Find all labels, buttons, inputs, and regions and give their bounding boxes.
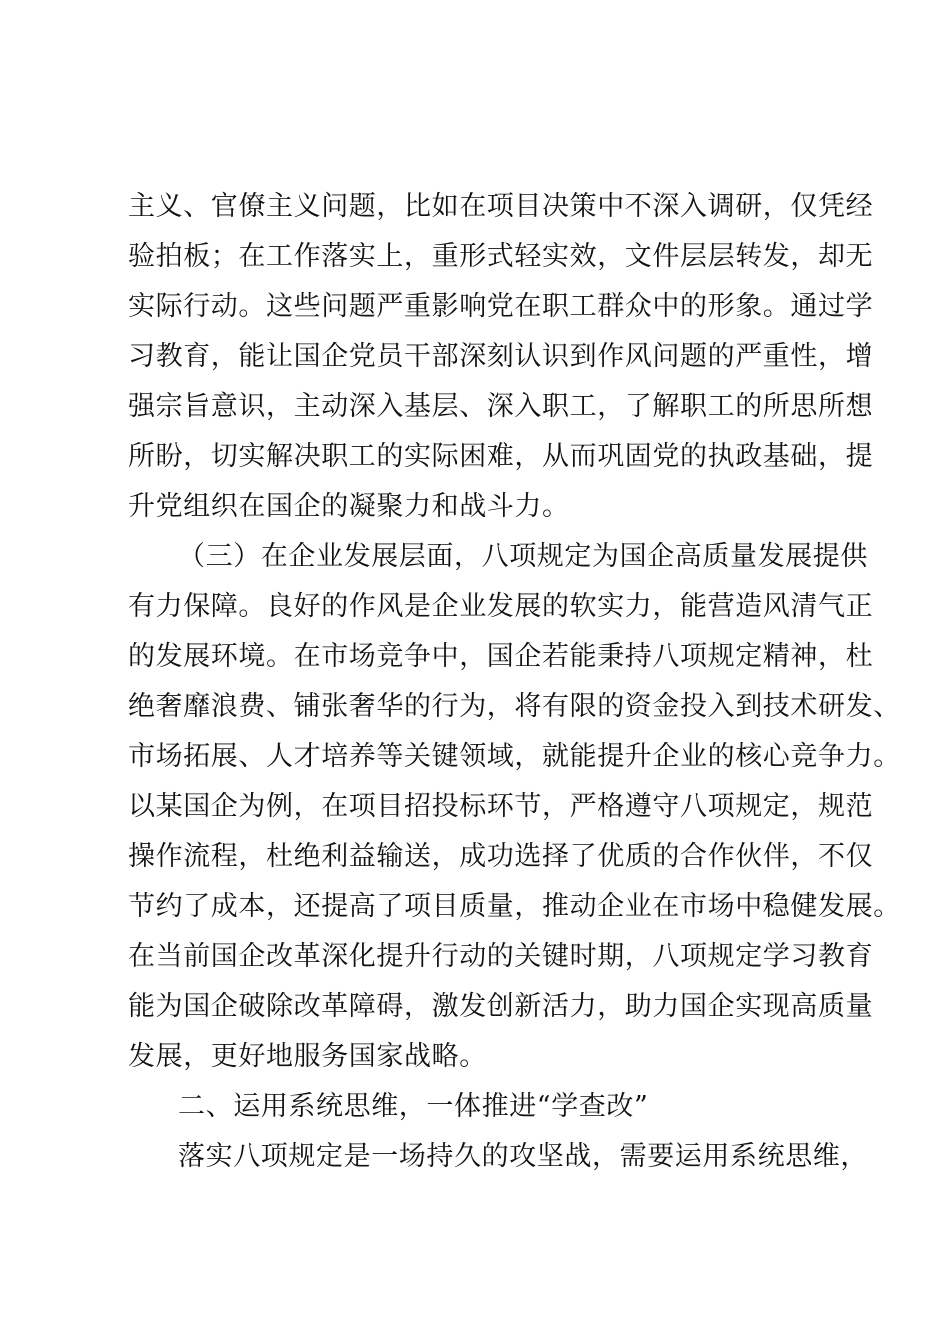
paragraph-line: 以某国企为例，在项目招投标环节，严格遵守八项规定，规范: [128, 791, 874, 822]
document-body: [128, 182, 901, 1182]
paragraph-line: 市场拓展、人才培养等关键领域，就能提升企业的核心竞争力。: [128, 741, 901, 772]
paragraph-line: 操作流程，杜绝利益输送，成功选择了优质的合作伙伴，不仅: [128, 841, 874, 872]
paragraph-line: 绝奢靡浪费、铺张奢华的行为，将有限的资金投入到技术研发、: [128, 691, 901, 722]
paragraph-line: 实际行动。这些问题严重影响党在职工群众中的形象。通过学: [128, 291, 874, 322]
paragraph-line: 升党组织在国企的凝聚力和战斗力。: [128, 491, 570, 522]
paragraph-line: 能为国企破除改革障碍，激发创新活力，助力国企实现高质量: [128, 991, 874, 1022]
paragraph-line: 发展，更好地服务国家战略。: [128, 1041, 487, 1072]
paragraph-line: 的发展环境。在市场竞争中，国企若能秉持八项规定精神，杜: [128, 641, 874, 672]
paragraph-line: 所盼，切实解决职工的实际困难，从而巩固党的执政基础，提: [128, 441, 874, 472]
paragraph-line: 验拍板；在工作落实上，重形式轻实效，文件层层转发，却无: [128, 241, 874, 272]
paragraph-line: 强宗旨意识，主动深入基层、深入职工，了解职工的所思所想: [128, 391, 874, 422]
paragraph-line: 有力保障。良好的作风是企业发展的软实力，能营造风清气正: [128, 591, 874, 622]
paragraph-start-line: （三）在企业发展层面，八项规定为国企高质量发展提供: [178, 541, 868, 572]
paragraph-line: 主义、官僚主义问题，比如在项目决策中不深入调研，仅凭经: [128, 191, 874, 222]
paragraph-line: 节约了成本，还提高了项目质量，推动企业在市场中稳健发展。: [128, 891, 901, 922]
paragraph-line: 习教育，能让国企党员干部深刻认识到作风问题的严重性，增: [128, 341, 874, 372]
paragraph-line: 在当前国企改革深化提升行动的关键时期，八项规定学习教育: [128, 941, 874, 972]
paragraph-start-line: 落实八项规定是一场持久的攻坚战，需要运用系统思维，: [178, 1141, 868, 1172]
section-heading: 二、运用系统思维，一体推进“学查改”: [178, 1091, 649, 1122]
